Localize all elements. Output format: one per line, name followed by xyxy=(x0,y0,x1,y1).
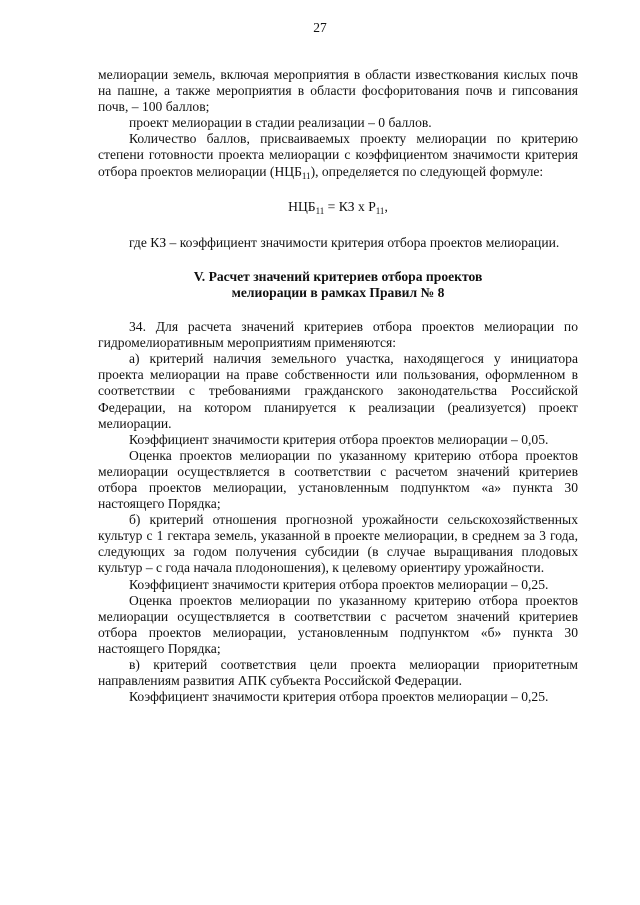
page-number: 27 xyxy=(313,20,327,35)
paragraph: а) критерий наличия земельного участка, находящегося у инициатора проекта мелиорации на праве собственности или пользования, оформленном в соответствии с требованиями гражданского законодательства Российской Федерации, на котором планируется к реализации (реализуется) проект мелиорации. xyxy=(98,351,578,431)
paragraph: Оценка проектов мелиорации по указанному критерию отбора проектов мелиорации осуществляется в соответствии с расчетом значений критериев отбора проектов мелиорации, установленным подпунктом «а» пункта 30 настоящего Порядка; xyxy=(98,447,578,512)
formula: $НЦБ_{11}$ = КЗ х $Р_{11}$, xyxy=(288,198,388,216)
paragraph: Оценка проектов мелиорации по указанному критерию отбора проектов мелиорации осуществляется в соответствии с расчетом значений критериев отбора проектов мелиорации, установленным подпунктом «б» пункта 30 настоящего Порядка; xyxy=(98,592,578,656)
paragraph: проект мелиорации в стадии реализации – 0 баллов. xyxy=(129,115,432,131)
section-heading: V. Расчет значений критериев отбора проектов мелиорации в рамках Правил № 8 xyxy=(193,268,483,300)
paragraph: Коэффициент значимости критерия отбора проектов мелиорации – 0,25. xyxy=(129,689,549,705)
paragraph: Коэффициент значимости критерия отбора проектов мелиорации – 0,25. xyxy=(129,576,549,592)
paragraph: Количество баллов, присваиваемых проекту мелиорации по критерию степени готовности проекта мелиорации с коэффициентом значимости критерия отбора проектов мелиорации $(НЦБ_{11})$, определяется по следующей формуле: xyxy=(98,131,578,181)
paragraph: где КЗ – коэффициент значимости критерия отбора проектов мелиорации. xyxy=(129,234,560,250)
paragraph: мелиорации земель, включая мероприятия в области известкования кислых почв на пашне, а также мероприятия в области фосфоритования почв и гипсования почв, – 100 баллов; xyxy=(98,67,578,115)
paragraph: в) критерий соответствия цели проекта мелиорации приоритетным направлениям развития АПК субъекта Российской Федерации. xyxy=(98,657,578,689)
document-body xyxy=(98,67,578,705)
paragraph: 34. Для расчета значений критериев отбора проектов мелиорации по гидромелиоративным мероприятиям применяются: xyxy=(98,319,578,351)
paragraph: б) критерий отношения прогнозной урожайности сельскохозяйственных культур с 1 гектара земель, указанной в проекте мелиорации, в среднем за 3 года, следующих за годом получения субсидии (в случае выращивания плодовых культур – с года начала плодоношения), к целевому ориентиру урожайности. xyxy=(98,512,578,576)
paragraph: Коэффициент значимости критерия отбора проектов мелиорации – 0,05. xyxy=(129,431,549,447)
